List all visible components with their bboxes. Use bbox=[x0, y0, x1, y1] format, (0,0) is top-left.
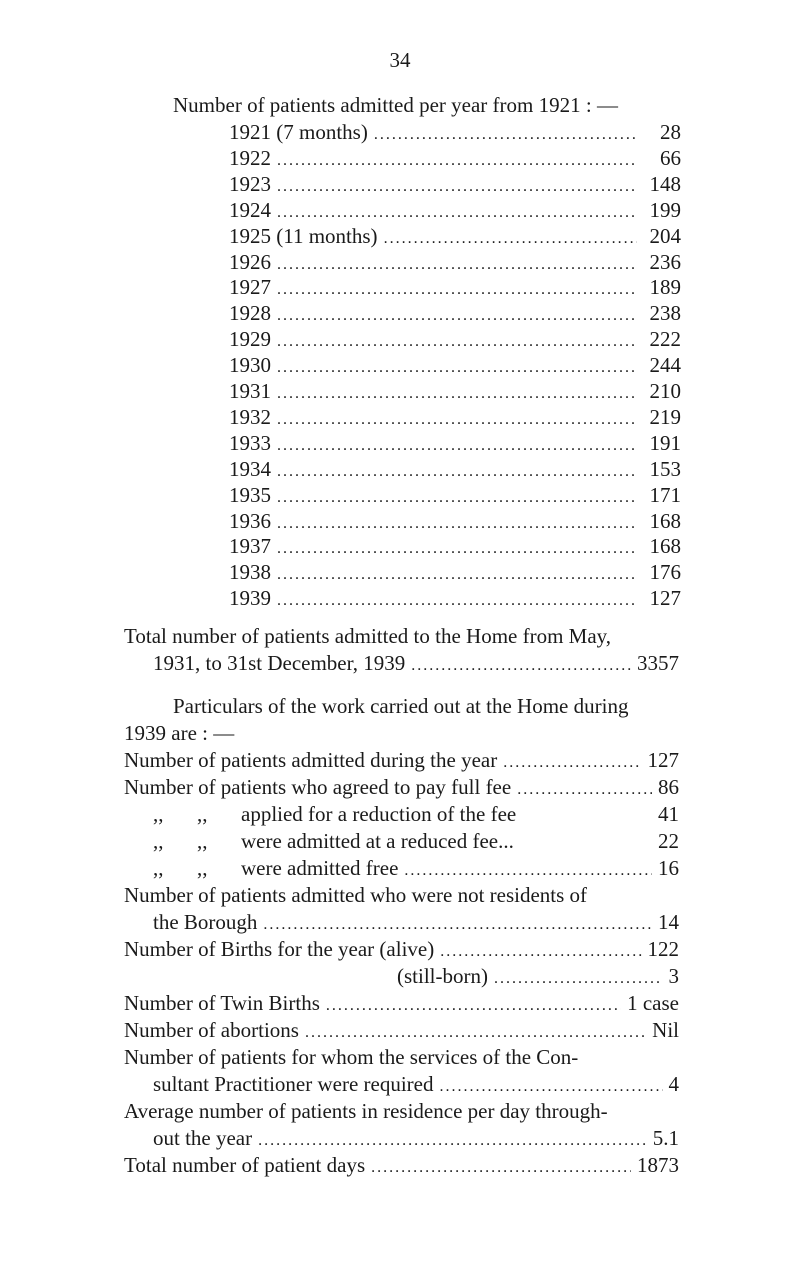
admitted-label: Number of patients admitted during the year bbox=[124, 748, 498, 772]
year-count: 66 bbox=[660, 145, 681, 170]
year-count: 168 bbox=[649, 534, 681, 559]
year-label: 1927 bbox=[229, 275, 271, 300]
year-count: 204 bbox=[649, 223, 681, 248]
year-count: 176 bbox=[649, 560, 681, 585]
year-row bbox=[229, 197, 681, 226]
year-count: 236 bbox=[649, 249, 681, 274]
year-row bbox=[229, 533, 681, 562]
year-row bbox=[229, 300, 681, 329]
reduced-value: 22 bbox=[658, 829, 679, 853]
leader-dots bbox=[305, 1019, 646, 1046]
ditto-mark: ,, bbox=[197, 829, 208, 853]
year-label: 1929 bbox=[229, 327, 271, 352]
births-value: 122 bbox=[647, 937, 679, 961]
year-row bbox=[229, 378, 681, 407]
reduced-label-group bbox=[153, 828, 514, 855]
year-row bbox=[229, 482, 681, 511]
total-heading-line1: Total number of patients admitted to the Home from May, bbox=[124, 624, 612, 648]
year-count: 28 bbox=[660, 120, 681, 144]
admitted-row bbox=[124, 747, 679, 776]
average-label: out the year bbox=[153, 1126, 253, 1150]
leader-dots bbox=[263, 911, 652, 938]
year-label: 1924 bbox=[229, 197, 271, 222]
year-row bbox=[229, 559, 681, 588]
consultant-value: 4 bbox=[668, 1072, 679, 1096]
full-fee-label: Number of patients who agreed to pay full fee bbox=[124, 775, 512, 799]
leader-dots bbox=[411, 652, 631, 679]
year-count: 222 bbox=[649, 327, 681, 352]
year-count: 153 bbox=[649, 456, 681, 481]
leader-dots bbox=[517, 776, 652, 803]
leader-dots bbox=[494, 965, 663, 992]
ditto-mark: ,, bbox=[197, 856, 208, 880]
average-value: 5.1 bbox=[652, 1126, 679, 1150]
year-label: 1939 bbox=[229, 586, 271, 611]
year-row bbox=[229, 171, 681, 200]
reduction-label-group bbox=[153, 801, 516, 828]
consultant-label: sultant Practitioner were required bbox=[153, 1072, 434, 1096]
year-label: 1933 bbox=[229, 430, 271, 455]
admitted-value: 127 bbox=[647, 748, 679, 772]
patient-days-value: 1873 bbox=[637, 1153, 679, 1177]
year-label: 1923 bbox=[229, 171, 271, 196]
year-row bbox=[229, 404, 681, 433]
year-label: 1931 bbox=[229, 379, 271, 403]
year-row bbox=[229, 119, 681, 148]
particulars-intro-line1: Particulars of the work carried out at the Home during bbox=[173, 694, 629, 718]
leader-dots bbox=[258, 1127, 647, 1154]
patient-days-label: Total number of patient days bbox=[124, 1153, 366, 1177]
year-label: 1928 bbox=[229, 301, 271, 326]
consultant-row bbox=[153, 1071, 679, 1100]
nonresident-value: 14 bbox=[658, 910, 679, 934]
year-row bbox=[229, 223, 681, 252]
total-label: 1931, to 31st December, 1939 bbox=[153, 651, 406, 675]
year-count: 189 bbox=[649, 275, 681, 300]
year-label: 1937 bbox=[229, 534, 271, 559]
year-label: 1930 bbox=[229, 353, 271, 378]
year-row bbox=[229, 456, 681, 485]
year-count: 219 bbox=[649, 404, 681, 429]
reduction-row bbox=[153, 801, 679, 828]
leader-dots bbox=[404, 857, 652, 884]
stillborn-row bbox=[397, 963, 679, 992]
births-row bbox=[124, 936, 679, 965]
year-count: 244 bbox=[649, 353, 681, 378]
year-count: 148 bbox=[649, 171, 681, 196]
page-number: 34 bbox=[389, 48, 411, 72]
nonresident-label: the Borough bbox=[153, 910, 258, 934]
year-count: 168 bbox=[649, 508, 681, 533]
free-label: were admitted free bbox=[241, 856, 399, 880]
free-label-group bbox=[153, 855, 398, 882]
year-row bbox=[229, 249, 681, 278]
year-label: 1922 bbox=[229, 145, 271, 170]
year-label: 1934 bbox=[229, 456, 271, 481]
year-row bbox=[229, 585, 681, 614]
twin-births-label: Number of Twin Births bbox=[124, 991, 320, 1015]
year-label: 1938 bbox=[229, 560, 271, 585]
year-count: 238 bbox=[649, 301, 681, 326]
reduced-fee-row bbox=[153, 828, 679, 855]
year-row bbox=[229, 430, 681, 459]
year-label: 1921 (7 months) bbox=[229, 120, 368, 144]
ditto-mark: ,, bbox=[197, 802, 208, 826]
reduction-label: applied for a reduction of the fee bbox=[241, 802, 517, 826]
ditto-mark: ,, bbox=[153, 829, 164, 853]
year-count: 191 bbox=[649, 430, 681, 455]
ditto-mark: ,, bbox=[153, 802, 164, 826]
admissions-heading: Number of patients admitted per year from 1921 : — bbox=[173, 93, 618, 117]
leader-dots bbox=[326, 992, 621, 1019]
nonresident-line1: Number of patients admitted who were not residents of bbox=[124, 883, 588, 907]
full-fee-row bbox=[124, 774, 679, 803]
leader-dots bbox=[503, 749, 641, 776]
twin-births-value: 1 case bbox=[627, 991, 679, 1015]
year-label: 1936 bbox=[229, 508, 271, 533]
year-row bbox=[229, 508, 681, 537]
stillborn-label: (still-born) bbox=[397, 964, 488, 988]
free-value: 16 bbox=[658, 856, 679, 880]
year-row bbox=[229, 145, 681, 174]
leader-dots bbox=[439, 1073, 662, 1100]
average-row bbox=[153, 1125, 679, 1154]
abortions-label: Number of abortions bbox=[124, 1018, 299, 1042]
stillborn-value: 3 bbox=[668, 964, 679, 988]
leader-dots bbox=[277, 587, 637, 614]
reduced-label: were admitted at a reduced fee... bbox=[241, 829, 514, 853]
particulars-intro-line2: 1939 are : — bbox=[124, 721, 235, 745]
leader-dots bbox=[371, 1154, 631, 1181]
abortions-value: Nil bbox=[652, 1018, 679, 1042]
year-count: 199 bbox=[649, 197, 681, 222]
year-row bbox=[229, 274, 681, 303]
full-fee-value: 86 bbox=[658, 775, 679, 799]
year-label: 1926 bbox=[229, 249, 271, 274]
year-count: 210 bbox=[649, 379, 681, 403]
year-count: 127 bbox=[649, 586, 681, 611]
twin-births-row bbox=[124, 990, 679, 1019]
year-row bbox=[229, 352, 681, 381]
consultant-line1: Number of patients for whom the services of the Con- bbox=[124, 1045, 579, 1069]
total-value: 3357 bbox=[637, 651, 679, 675]
year-label: 1925 (11 months) bbox=[229, 223, 378, 248]
free-row bbox=[153, 855, 679, 884]
year-label: 1932 bbox=[229, 404, 271, 429]
reduction-value: 41 bbox=[658, 802, 679, 826]
leader-dots bbox=[440, 938, 641, 965]
year-row bbox=[229, 326, 681, 355]
ditto-mark: ,, bbox=[153, 856, 164, 880]
year-count: 171 bbox=[649, 482, 681, 507]
nonresident-row bbox=[153, 909, 679, 938]
abortions-row bbox=[124, 1017, 679, 1046]
year-label: 1935 bbox=[229, 482, 271, 507]
average-line1: Average number of patients in residence per day through- bbox=[124, 1099, 608, 1123]
patient-days-row bbox=[124, 1152, 679, 1181]
total-row bbox=[153, 650, 679, 679]
births-label: Number of Births for the year (alive) bbox=[124, 937, 435, 961]
